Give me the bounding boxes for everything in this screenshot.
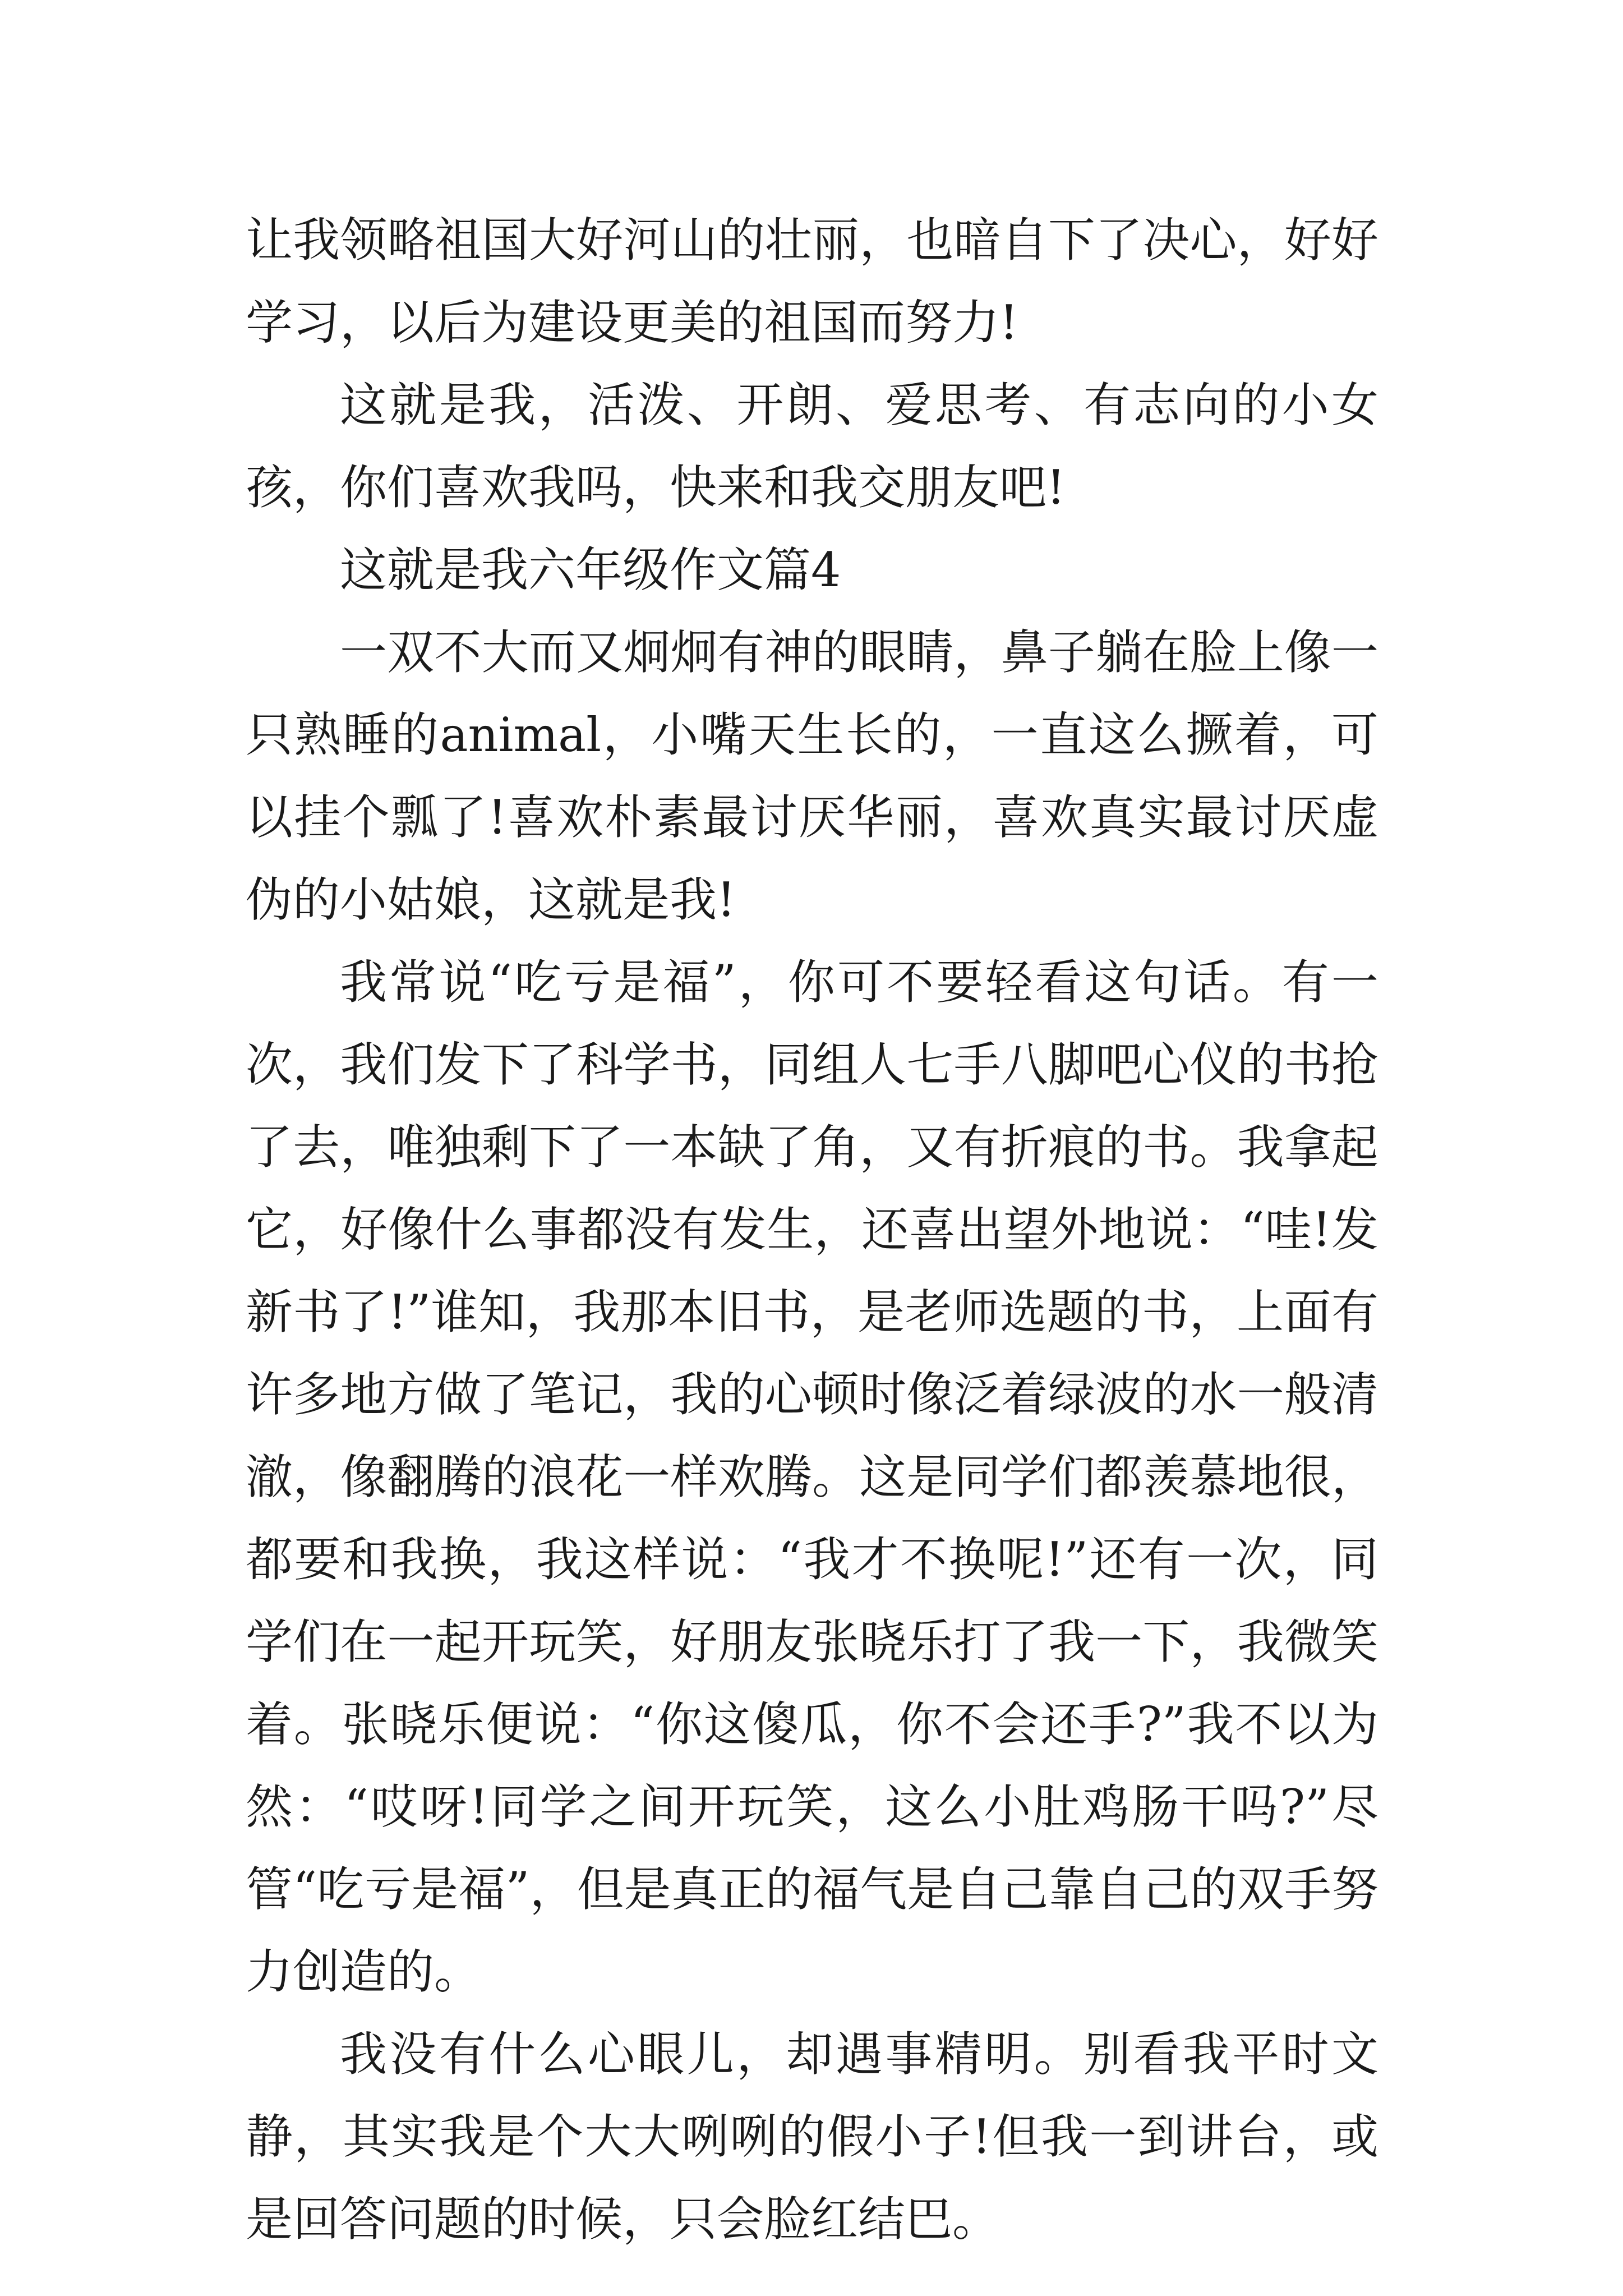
paragraph-personality: 我没有什么心眼儿，却遇事精明。别看我平时文静，其实我是个大大咧咧的假小子!但我一到讲台，或是回答问题的时候，只会脸红结巴。 [246,2027,1378,2247]
essay-title: 这就是我六年级作文篇4 [340,542,841,597]
paragraph-continuation: 让我领略祖国大好河山的壮丽，也暗自下了决心，好好学习，以后为建设更美的祖国而努力! [246,213,1378,350]
paragraph-self-description: 这就是我，活泼、开朗、爱思考、有志向的小女孩，你们喜欢我吗，快来和我交朋友吧! [246,378,1378,515]
document-body [246,199,1378,2261]
paragraph-blessing: 我常说“吃亏是福”，你可不要轻看这句话。有一次，我们发下了科学书，同组人七手八脚吧心仪的书抢了去，唯独剩下了一本缺了角，又有折痕的书。我拿起它，好像什么事都没有发生，还喜出望外地说：“哇!发新书了!”谁知，我那本旧书，是老师选题的书，上面有许多地方做了笔记，我的心顿时像泛着绿波的水一般清澈，像翻腾的浪花一样欢腾。这是同学们都羡慕地很，都要和我换，我这样说：“我才不换呢!”还有一次，同学们在一起开玩笑，好朋友张晓乐打了我一下，我微笑着。张晓乐便说：“你这傻瓜，你不会还手?”我不以为然：“哎呀!同学之间开玩笑，这么小肚鸡肠干吗?”尽管“吃亏是福”，但是真正的福气是自己靠自己的双手努力创造的。 [246,955,1378,1999]
paragraph-appearance: 一双不大而又炯炯有神的眼睛，鼻子躺在脸上像一只熟睡的animal，小嘴天生长的，一直这么撅着，可以挂个瓢了!喜欢朴素最讨厌华丽，喜欢真实最讨厌虚伪的小姑娘，这就是我! [246,625,1378,927]
